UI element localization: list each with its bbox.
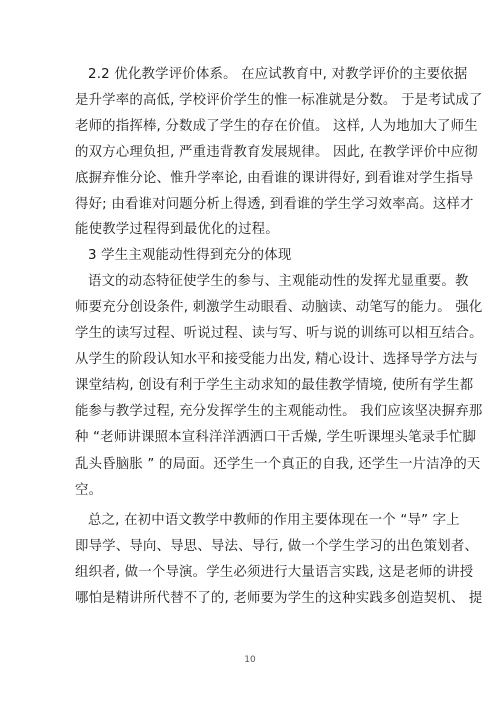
body-text-line: 总之, 在初中语文教学中教师的作用主要体现在一个 “导” 字上 xyxy=(88,513,460,528)
page-number: 10 xyxy=(244,655,256,665)
body-text-line: 底摒弃惟分论、惟升学率论, 由看谁的课讲得好, 到看谁对学生指导 xyxy=(75,171,474,186)
body-text-line: 得好; 由看谁对问题分析上得透, 到看谁的学生学习效率高。这样才 xyxy=(75,197,474,212)
body-text-line: 老师的指挥棒, 分数成了学生的存在价值。 这样, 人为地加大了师生 xyxy=(75,119,478,134)
body-text-line: 语文的动态特征使学生的参与、主观能动性的发挥尤显重要。教 xyxy=(88,274,469,289)
body-text-line: 是升学率的高低, 学校评价学生的惟一标准就是分数。 于是考试成了 xyxy=(75,93,483,108)
body-text-line: 的双方心理负担, 严重违背教育发展规律。 因此, 在教学评价中应彻 xyxy=(75,145,478,160)
body-text-line: 2.2 优化教学评价体系。 在应试教育中, 对教学评价的主要依据 xyxy=(88,67,468,82)
body-text-line: 能参与教学过程, 充分发挥学生的主观能动性。 我们应该坚决摒弃那 xyxy=(75,404,483,419)
body-text-line: 哪怕是精讲所代替不了的, 老师要为学生的这种实践多创造契机、 提 xyxy=(75,591,483,606)
body-text-line: 学生的读写过程、听说过程、读与写、听与说的训练可以相互结合。 xyxy=(75,326,483,341)
body-text-line: 师要充分创设条件, 刺激学生动眼看、动脑读、动笔写的能力。 强化 xyxy=(75,300,483,315)
body-text-line: 课堂结构, 创设有利于学生主动求知的最佳教学情境, 使所有学生都 xyxy=(75,378,474,393)
body-text-line: 种 “老师讲课照本宣科洋洋洒洒口干舌燥, 学生听课埋头笔录手忙脚 xyxy=(75,430,477,445)
body-text-line: 组织者, 做一个导演。学生必须进行大量语言实践, 这是老师的讲授 xyxy=(75,565,474,580)
body-text-line: 乱头昏脑胀 ” 的局面。还学生一个真正的自我, 还学生一片洁净的天 xyxy=(75,457,481,472)
body-text-line: 从学生的阶段认知水平和接受能力出发, 精心设计、选择导学方法与 xyxy=(75,352,479,367)
body-text-line: 即导学、导向、导思、导法、导行, 做一个学生学习的出色策划者、 xyxy=(75,539,479,554)
section-heading: 3 学生主观能动性得到充分的体现 xyxy=(88,248,292,263)
body-text-line: 空。 xyxy=(75,483,103,498)
body-text-line: 能使教学过程得到最优化的过程。 xyxy=(75,222,279,237)
